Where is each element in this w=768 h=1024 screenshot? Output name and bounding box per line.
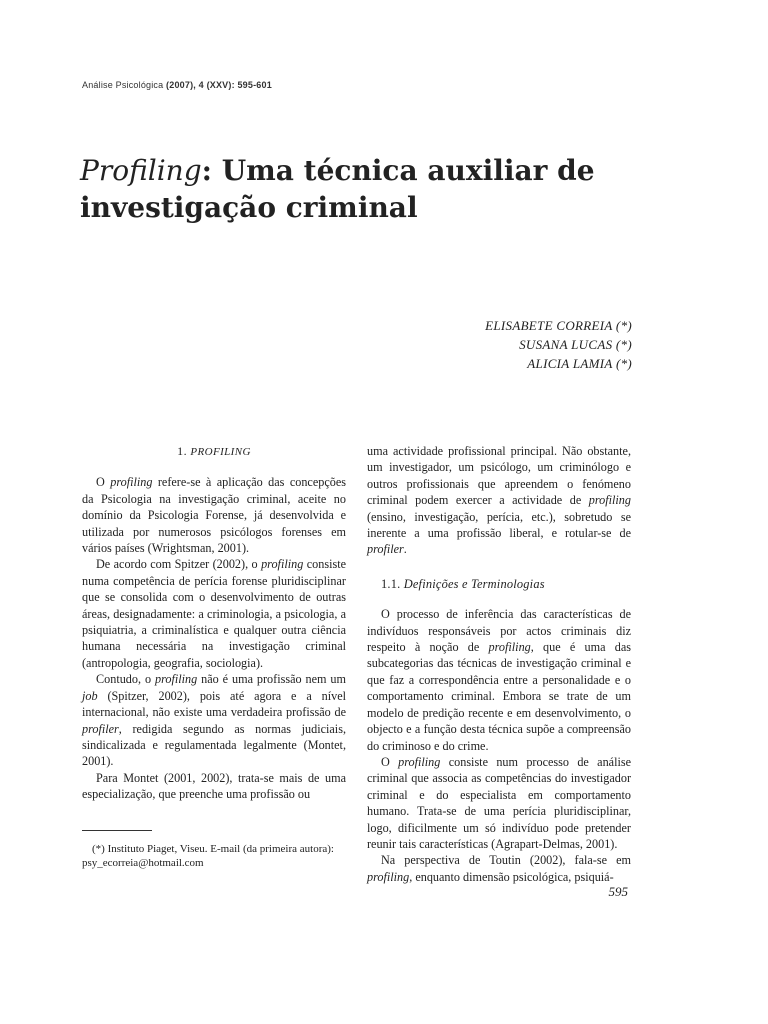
journal-citation: (2007), 4 (XXV): 595-601 bbox=[166, 80, 272, 90]
running-header bbox=[82, 80, 272, 90]
body-paragraph: Contudo, o profiling não é uma profissão nem um job (Spitzer, 2002), pois até agora e a nível internacional, não existe uma verdadeira profissão de profiler, redigida segundo as normas judiciais, sindicalizada e regulamentada legalmente (Montet, 2001). bbox=[82, 672, 346, 769]
subsection-title: Definições e Terminologias bbox=[403, 576, 545, 591]
body-paragraph: uma actividade profissional principal. Não obstante, um investigador, um psicólogo, um criminólogo e outros profissionais que apreendem o fenómeno criminal podem exercer a actividade de profiling (ensino, investigação, perícia, etc.), sobretudo se inerente a uma profissão liberal, e rotular-se de profiler. bbox=[367, 444, 631, 557]
author-name: SUSANA LUCAS (*) bbox=[519, 337, 632, 352]
footnote bbox=[82, 842, 346, 870]
title-rest: : Uma técnica auxiliar de investigação criminal bbox=[80, 154, 595, 224]
body-paragraph: O profiling consiste num processo de análise criminal que associa as competências do investigador criminal e do especialista em comportamento humano. Trata-se de uma perícia pluridisciplinar, logo, dificilmente um só indivíduo pode pretender reunir tais características (Agrapart-Delmas, 2001). bbox=[367, 754, 631, 851]
left-column bbox=[82, 443, 346, 803]
journal-name: Análise Psicológica bbox=[82, 80, 164, 90]
subsection-heading bbox=[381, 576, 631, 592]
body-paragraph: Para Montet (2001, 2002), trata-se mais de uma especialização, que preenche uma profissão ou bbox=[82, 770, 346, 802]
subsection-number: 1.1. bbox=[381, 576, 401, 591]
author-name: ALICIA LAMIA (*) bbox=[527, 356, 632, 371]
body-paragraph: De acordo com Spitzer (2002), o profiling consiste numa competência de perícia forense pluridisciplinar que se consolida com o desenvolvimento de outras áreas, designadamente: a criminologia, a psicologia, a psiquiatria, a criminalística e qualquer outra ciência humana necessária na investigação criminal (antropologia, geografia, sociologia). bbox=[82, 557, 346, 670]
page-number: 595 bbox=[608, 884, 628, 899]
author-name: ELISABETE CORREIA (*) bbox=[485, 318, 632, 333]
right-column bbox=[367, 443, 631, 885]
section-title: PROFILING bbox=[190, 446, 251, 458]
article-title bbox=[80, 152, 700, 226]
author-list bbox=[485, 316, 632, 373]
footnote-affiliation: (*) Instituto Piaget, Viseu. E-mail (da primeira autora): bbox=[92, 843, 334, 855]
body-paragraph: O profiling refere-se à aplicação das concepções da Psicologia na investigação criminal, aceite no domínio da Psicologia Forense, já desenvolvida e utilizada por numerosos psicólogos forenses em vários países (Wrightsman, 2001). bbox=[82, 475, 346, 556]
footnote-email: psy_ecorreia@hotmail.com bbox=[82, 857, 204, 869]
footnote-divider bbox=[82, 830, 152, 831]
title-italic-part: Profiling bbox=[80, 154, 202, 187]
body-paragraph: Na perspectiva de Toutin (2002), fala-se em profiling, enquanto dimensão psicológica, psiquiá- bbox=[367, 853, 631, 884]
section-heading bbox=[82, 443, 346, 460]
body-paragraph: O processo de inferência das características de indivíduos responsáveis por actos criminais diz respeito à noção de profiling, que é uma das subcategorias das técnicas de investigação criminal e que faz a correspondência entre a personalidade e o comportamento criminal. Embora se trate de um modelo de predição recente e em desenvolvimento, o objecto e a função desta técnica supõe a compreensão do criminoso e do crime. bbox=[367, 607, 631, 753]
section-number: 1. bbox=[177, 444, 187, 458]
